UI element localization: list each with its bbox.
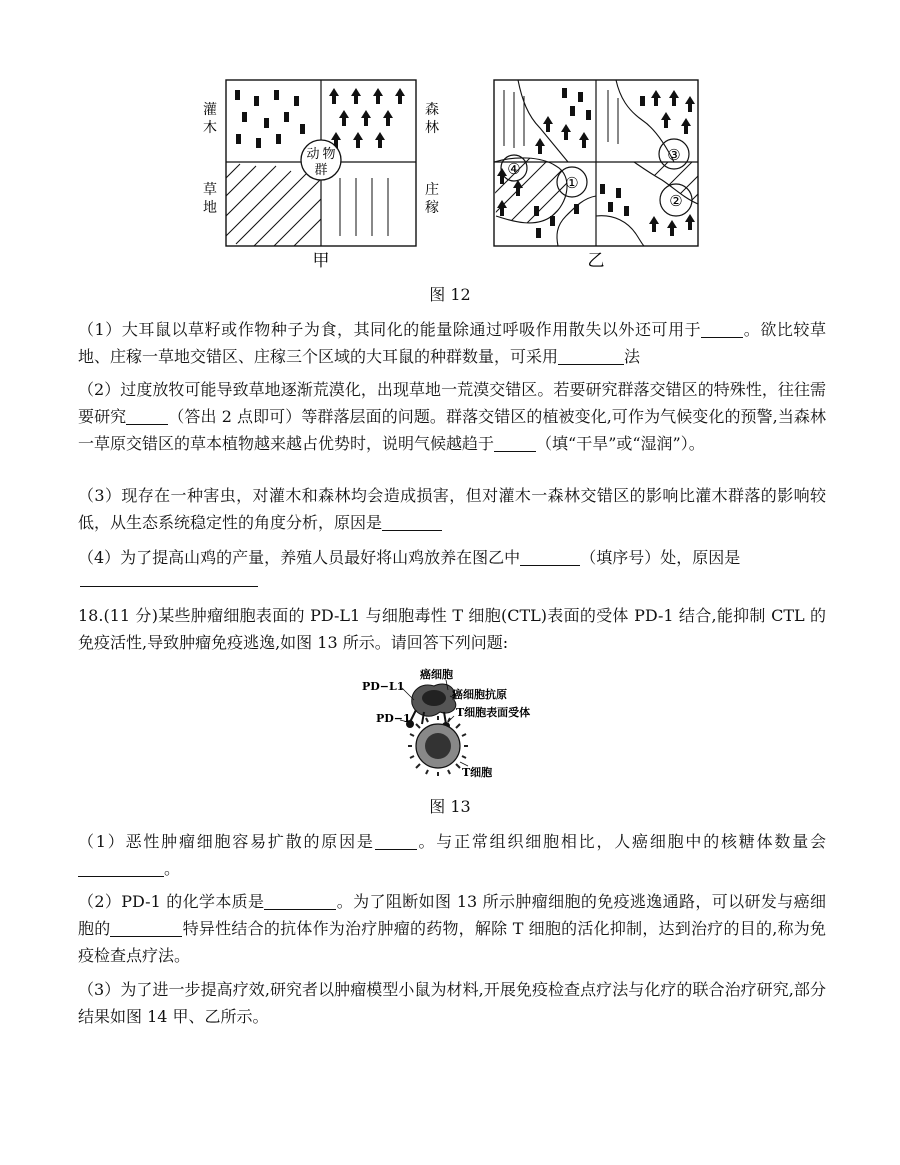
animal-label-1: 动 (306, 147, 320, 162)
marker-3: ③ (667, 146, 681, 164)
answer-blank[interactable] (264, 891, 336, 910)
answer-blank[interactable] (78, 858, 164, 877)
q17-p3-text-a: （3）现存在一种害虫，对灌木和森林均会造成损害，但对灌木一森林交错区的影响比灌木群落的影响较低，从生态系统稳定性的角度分析，原因是 (78, 486, 826, 532)
answer-blank[interactable] (701, 319, 743, 338)
answer-blank[interactable] (126, 406, 168, 425)
q18-p2-text-a: （2）PD-1 的化学本质是 (78, 892, 265, 911)
q18-p1-text-c: 。 (164, 859, 181, 878)
forest-arrows (329, 88, 405, 148)
q18-p1-text-a: （1）恶性肿瘤细胞容易扩散的原因是 (78, 832, 375, 851)
t-cell (408, 716, 468, 776)
q17-part-4 (78, 544, 826, 571)
animal-label-3: 群 (314, 163, 328, 178)
label-t-cell: T细胞 (462, 766, 493, 779)
marker-2: ② (669, 192, 683, 210)
q17-p4-text-b: （填序号）处，原因是 (580, 548, 741, 567)
label-pd-1: PD−1 (376, 712, 411, 725)
grassland-label-1: 草 (203, 182, 217, 198)
label-cancer-antigen: 癌细胞抗原 (452, 688, 507, 701)
q18-part-1 (78, 828, 826, 882)
shrub-label-1: 灌 (203, 102, 217, 118)
answer-blank[interactable] (558, 346, 624, 365)
figure-12 (196, 76, 736, 272)
panel-yi (492, 80, 710, 271)
answer-blank[interactable] (382, 512, 442, 531)
figure-12-caption: 图 12 (429, 285, 471, 304)
marker-4: ④ (507, 160, 521, 178)
answer-blank[interactable] (110, 918, 182, 937)
figure-13-caption: 图 13 (429, 797, 471, 816)
answer-blank[interactable] (494, 433, 536, 452)
q17-part-2 (78, 376, 826, 457)
figure-13 (350, 666, 560, 782)
forest-label-2: 林 (425, 120, 439, 136)
q17-p2-text-a: （2）过度放牧可能导致草地逐渐荒漠化，出现草地一荒漠交错区。若要研究群落交错区的特殊性，往往需要研究 (78, 380, 826, 426)
answer-blank[interactable] (520, 547, 580, 566)
panel-jia (203, 80, 439, 271)
cancer-cell (412, 684, 456, 716)
shrub-marks (235, 90, 305, 148)
q17-p4-text-a: （4）为了提高山鸡的产量，养殖人员最好将山鸡放养在图乙中 (78, 548, 521, 567)
q17-part-1 (78, 316, 826, 370)
panel-jia-label: 甲 (312, 251, 330, 271)
shrub-label-2: 木 (203, 120, 217, 136)
crop-label-2: 稼 (425, 200, 439, 216)
answer-line[interactable] (80, 586, 258, 587)
q18-part-2 (78, 888, 826, 969)
q17-p2-text-c: （填“干旱”或“湿润”）。 (536, 434, 705, 453)
q17-p1-text-d: 法 (624, 347, 641, 366)
label-pd-l1: PD−L1 (362, 680, 405, 693)
answer-blank[interactable] (375, 831, 417, 850)
q18-intro: 18.(11 分)某些肿瘤细胞表面的 PD-L1 与细胞毒性 T 细胞(CTL)表面的受体 PD-1 结合,能抑制 CTL 的免疫活性,导致肿瘤免疫逃逸,如图 13 所示。请回答下列问题: (78, 606, 826, 652)
marker-1: ① (565, 174, 579, 192)
label-cancer-cell: 癌细胞 (420, 668, 453, 681)
animal-label-2: 物 (322, 147, 336, 162)
q18-p2-text-c: 特异性结合的抗体作为治疗肿瘤的药物，解除 T 细胞的活化抑制，达到治疗的目的,称为免疫检查点疗法。 (78, 919, 826, 965)
q17-p1-text-c: 欲比较草地、庄稼一草地交错区、庄稼三个区域的大耳鼠的种群数量，可采用 (78, 320, 826, 366)
crop-lines (340, 178, 388, 236)
forest-label-1: 森 (425, 102, 439, 118)
label-t-cell-receptor: T细胞表面受体 (456, 706, 531, 719)
crop-lines-yi (504, 90, 618, 148)
crop-label-1: 庄 (425, 182, 439, 198)
q17-part-3 (78, 482, 826, 536)
grassland-label-2: 地 (203, 200, 217, 216)
q18-part-3: （3）为了进一步提高疗效,研究者以肿瘤模型小鼠为材料,开展免疫检查点疗法与化疗的联合治疗研究,部分结果如图 14 甲、乙所示。 (78, 980, 826, 1026)
q17-p2-text-b: （答出 2 点即可）等群落层面的问题。群落交错区的植被变化,可作为气候变化的预警,当森林一草原交错区的草本植物越来越占优势时，说明气候越趋于 (78, 407, 826, 453)
q17-p1-text-a: （1）大耳鼠以草籽或作物种子为食，其同化的能量除通过呼吸作用散失以外还可用于 (78, 320, 702, 339)
panel-yi-label: 乙 (587, 251, 605, 271)
q18-p1-text-b: 。与正常组织细胞相比，人癌细胞中的核糖体数量会 (416, 832, 826, 851)
q17-p1-text-b: 。 (743, 320, 761, 339)
q18-p2-text-b: 。为了阻断如图 13 所示肿瘤细胞的免疫逃逸通路，可以研发与癌细胞的 (78, 892, 826, 938)
